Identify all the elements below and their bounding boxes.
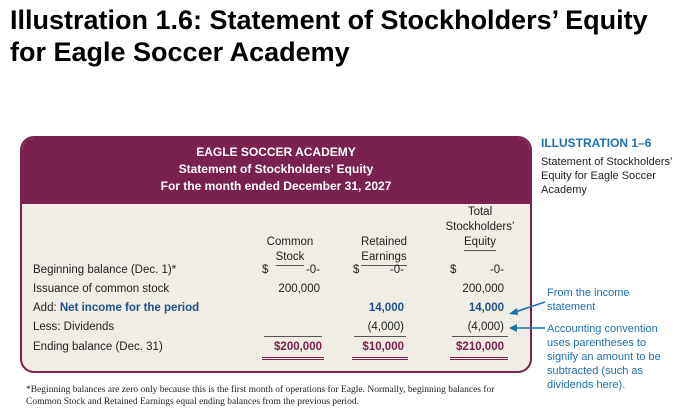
cell-retained-net-income: 14,000: [368, 302, 404, 314]
statement-name: Statement of Stockholders’ Equity: [178, 162, 374, 176]
subtotal-rule: [452, 336, 508, 337]
slide-title: Illustration 1.6: Statement of Stockholders’ Equity for Eagle Soccer Academy: [10, 5, 648, 67]
annotation-arrows: [505, 300, 547, 340]
company-name: EAGLE SOCCER ACADEMY: [196, 145, 356, 159]
row-label-ending-balance: Ending balance (Dec. 31): [33, 341, 163, 353]
arrow-income-icon: [509, 302, 545, 315]
arrow-parentheses-icon: [509, 324, 545, 332]
cell-total-ending: $210,000: [456, 341, 504, 353]
cell-common-beginning: -0-: [305, 264, 320, 276]
cell-retained-dividends: (4,000): [367, 321, 404, 333]
cell-total-dividends: (4,000): [467, 321, 504, 333]
cell-total-issuance: 200,000: [462, 283, 504, 295]
row-label-issuance: Issuance of common stock: [33, 283, 170, 295]
note-income-statement: From the income statement: [547, 287, 630, 313]
total-double-rule: [450, 357, 508, 360]
subtotal-rule: [354, 336, 406, 337]
cell-retained-ending: $10,000: [362, 341, 404, 353]
currency-symbol: $: [262, 264, 269, 276]
column-header-retained-earnings: Retained Earnings: [344, 220, 424, 266]
subtotal-rule: [264, 336, 322, 337]
illustration-label: ILLUSTRATION 1–6: [541, 136, 652, 150]
footnote: *Beginning balances are zero only because this is the first month of operations for Eagle. Normally, beginning balances for Common Stock and Retained Earnings equal ending balances from the previous period.: [26, 385, 495, 407]
currency-symbol: $: [450, 264, 457, 276]
column-header-total-equity: Total Stockholders’ Equity: [430, 205, 530, 251]
statement-period: For the month ended December 31, 2027: [160, 179, 392, 193]
illustration-caption: Statement of Stockholders’ Equity for Eagle Soccer Academy: [541, 156, 673, 196]
cell-common-ending: $200,000: [274, 341, 322, 353]
column-header-common-stock: Common Stock: [250, 220, 330, 266]
row-label-net-income: [33, 302, 199, 314]
total-double-rule: [352, 357, 408, 360]
row-label-dividends: Less: Dividends: [33, 321, 115, 333]
cell-common-issuance: 200,000: [278, 283, 320, 295]
currency-symbol: $: [353, 264, 360, 276]
cell-retained-beginning: -0-: [389, 264, 404, 276]
row-label-beginning-balance: Beginning balance (Dec. 1)*: [33, 264, 177, 276]
note-parentheses: Accounting convention uses parentheses to signify an amount to be subtracted (such as dividends here).: [547, 323, 661, 391]
statement-header: [22, 138, 530, 204]
row-label-highlight: Net income for the period: [59, 302, 200, 314]
statement-table: [20, 136, 532, 373]
cell-total-beginning: -0-: [489, 264, 504, 276]
row-label-prefix: Add:: [33, 302, 57, 314]
cell-total-net-income: 14,000: [468, 302, 504, 314]
total-double-rule: [262, 357, 324, 360]
